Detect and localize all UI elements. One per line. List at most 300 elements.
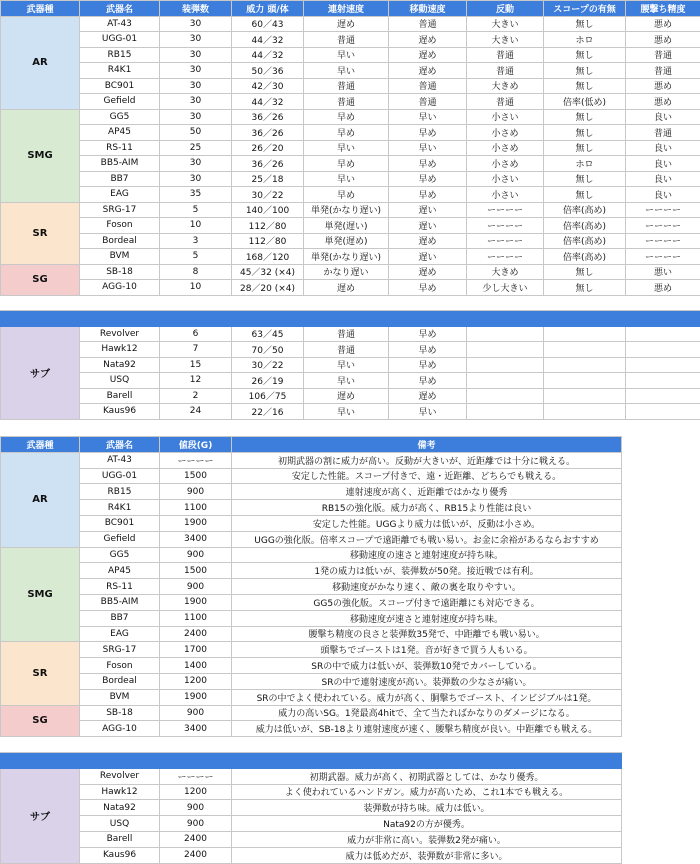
table-row xyxy=(1,721,622,737)
table-cell: AT-43 xyxy=(80,16,160,32)
table-cell: GG5 xyxy=(80,109,160,125)
table-cell: 5 xyxy=(160,202,232,218)
table-cell: 8 xyxy=(160,264,232,280)
table-cell xyxy=(467,373,544,389)
table-row xyxy=(1,673,622,689)
column-header: 備考 xyxy=(232,437,622,453)
table-cell: 30／22 xyxy=(232,357,304,373)
table-cell: 大きめ xyxy=(467,78,544,94)
table-cell: 112／80 xyxy=(232,218,304,234)
table-cell: 良い xyxy=(626,140,700,156)
table-cell: 早い xyxy=(304,47,389,63)
table-cell: BB7 xyxy=(80,171,160,187)
table-cell: 早め xyxy=(389,280,467,296)
table-cell: 普通 xyxy=(304,342,389,358)
table-cell: 12 xyxy=(160,373,232,389)
table-row xyxy=(1,500,622,516)
table-cell: 早め xyxy=(304,125,389,141)
table-row xyxy=(1,32,700,48)
table-cell: 5 xyxy=(160,249,232,265)
table-cell: Kaus96 xyxy=(80,847,160,863)
table-cell: GG5 xyxy=(80,547,160,563)
table-cell: 威力は低めだが、装弾数が非常に多い。 xyxy=(232,847,622,863)
column-header: 武器種 xyxy=(1,1,80,17)
column-header: 武器名 xyxy=(80,437,160,453)
table-cell: ーーーー xyxy=(467,202,544,218)
table-row xyxy=(1,800,622,816)
table-cell xyxy=(544,357,626,373)
table-row xyxy=(1,388,700,404)
table-cell: Barell xyxy=(80,388,160,404)
category-cell: SMG xyxy=(1,547,80,642)
table-cell: 30／22 xyxy=(232,187,304,203)
table-cell: 1発の威力は低いが、装弾数が50発。接近戦では有利。 xyxy=(232,563,622,579)
table-row xyxy=(1,816,622,832)
table-cell: Foson xyxy=(80,658,160,674)
table-cell: 2400 xyxy=(160,847,232,863)
column-header: 値段(G) xyxy=(160,437,232,453)
table-row xyxy=(1,547,622,563)
table-cell: AP45 xyxy=(80,563,160,579)
table-cell: 2400 xyxy=(160,831,232,847)
column-header: 武器名 xyxy=(80,1,160,17)
table-cell: 遅め xyxy=(389,233,467,249)
table-cell: 初期武器の割に威力が高い。反動が大きいが、近距離では十分に戦える。 xyxy=(232,452,622,468)
table-cell: 悪め xyxy=(626,94,700,110)
table-cell: 倍率(高め) xyxy=(544,233,626,249)
table-cell: 小さめ xyxy=(467,156,544,172)
table-cell: BC901 xyxy=(80,515,160,531)
table-cell: かなり遅い xyxy=(304,264,389,280)
table-cell: ーーーー xyxy=(626,218,700,234)
table-cell: Nata92 xyxy=(80,357,160,373)
table-cell: RS-11 xyxy=(80,140,160,156)
table-cell xyxy=(544,342,626,358)
table-row xyxy=(1,484,622,500)
table-cell: 1500 xyxy=(160,468,232,484)
table-cell: Nata92 xyxy=(80,800,160,816)
table-cell: BB5-AIM xyxy=(80,156,160,172)
table-cell: RS-11 xyxy=(80,579,160,595)
table-cell: 無し xyxy=(544,187,626,203)
table-cell: 早め xyxy=(389,373,467,389)
table-cell: 腰撃ち精度の良さと装弾数35発で、中距離でも戦い易い。 xyxy=(232,626,622,642)
table-cell: 普通 xyxy=(389,78,467,94)
category-cell: AR xyxy=(1,16,80,109)
table-cell: 30 xyxy=(160,32,232,48)
table-cell xyxy=(544,326,626,342)
table-cell: BB7 xyxy=(80,610,160,626)
table-cell: 30 xyxy=(160,16,232,32)
table-cell: 63／45 xyxy=(232,326,304,342)
table-cell: 112／80 xyxy=(232,233,304,249)
table-cell: 倍率(高め) xyxy=(544,202,626,218)
table-cell: 小さい xyxy=(467,171,544,187)
table-cell: 6 xyxy=(160,326,232,342)
table-row xyxy=(1,171,700,187)
column-header: 腰撃ち精度 xyxy=(626,1,700,17)
table-cell: 悪い xyxy=(626,264,700,280)
table-cell: 倍率(高め) xyxy=(544,218,626,234)
table-row xyxy=(1,233,700,249)
table-cell: 早め xyxy=(389,342,467,358)
table-cell: 早い xyxy=(389,404,467,420)
table-cell: 遅め xyxy=(389,47,467,63)
table-cell: ーーーー xyxy=(467,233,544,249)
table-cell: 26／20 xyxy=(232,140,304,156)
table-cell: 30 xyxy=(160,63,232,79)
separator-cell xyxy=(1,311,700,327)
table-row xyxy=(1,452,622,468)
table-cell: 早め xyxy=(389,171,467,187)
table-row xyxy=(1,249,700,265)
table-cell: R4K1 xyxy=(80,500,160,516)
table-cell: RB15の強化版。威力が高く、RB15より性能は良い xyxy=(232,500,622,516)
table-cell: USQ xyxy=(80,373,160,389)
column-header: 移動速度 xyxy=(389,1,467,17)
table-row xyxy=(1,125,700,141)
table-cell: SB-18 xyxy=(80,705,160,721)
table-row xyxy=(1,705,622,721)
table-cell: 早い xyxy=(304,357,389,373)
table-cell xyxy=(544,373,626,389)
table-row xyxy=(1,187,700,203)
table-cell: 遅め xyxy=(304,388,389,404)
table-cell: Bordeal xyxy=(80,673,160,689)
table-cell: 遅め xyxy=(389,32,467,48)
column-header: 装弾数 xyxy=(160,1,232,17)
table-cell: 1100 xyxy=(160,610,232,626)
table-cell: 1900 xyxy=(160,594,232,610)
table-cell: 普通 xyxy=(389,16,467,32)
table-row xyxy=(1,468,622,484)
table-cell: Gefield xyxy=(80,531,160,547)
table-cell: 良い xyxy=(626,187,700,203)
table-cell: ーーーー xyxy=(626,249,700,265)
table-cell: 2400 xyxy=(160,626,232,642)
separator-row xyxy=(1,295,700,311)
table-row xyxy=(1,515,622,531)
table-row xyxy=(1,47,700,63)
separator-cell xyxy=(1,752,622,768)
table-cell: 威力の高いSG。1発最高4hitで、全て当たればかなりのダメージになる。 xyxy=(232,705,622,721)
table-cell: UGG-01 xyxy=(80,32,160,48)
table-cell xyxy=(467,388,544,404)
table-cell: 小さめ xyxy=(467,125,544,141)
table-cell: SRの中でよく使われている。威力が高く、胴撃ちでゴースト、インビジブルは1発。 xyxy=(232,689,622,705)
table-cell: Revolver xyxy=(80,768,160,784)
table-cell: 早め xyxy=(389,357,467,373)
table-cell: 25／18 xyxy=(232,171,304,187)
table-row xyxy=(1,63,700,79)
table-cell: ーーーー xyxy=(626,233,700,249)
table-row xyxy=(1,784,622,800)
table-cell: 装弾数が持ち味。威力は低い。 xyxy=(232,800,622,816)
table-cell: Hawk12 xyxy=(80,784,160,800)
table-cell: 移動速度が速さと連射速度が持ち味。 xyxy=(232,610,622,626)
table-cell: ーーーー xyxy=(467,249,544,265)
table-cell: 倍率(低め) xyxy=(544,94,626,110)
table-row xyxy=(1,610,622,626)
table-cell: 36／26 xyxy=(232,156,304,172)
table-cell xyxy=(544,404,626,420)
separator-row xyxy=(1,311,700,327)
table-row xyxy=(1,264,700,280)
table-cell: 早め xyxy=(389,156,467,172)
category-cell: AR xyxy=(1,452,80,547)
table-cell: 早い xyxy=(389,140,467,156)
table-cell: BVM xyxy=(80,689,160,705)
table-cell: 移動速度の速さと連射速度が持ち味。 xyxy=(232,547,622,563)
separator-cell xyxy=(1,737,622,753)
table-cell xyxy=(467,404,544,420)
table-row xyxy=(1,357,700,373)
table-cell: 安定した性能。UGGより威力は低いが、反動は小さめ。 xyxy=(232,515,622,531)
category-cell: SR xyxy=(1,202,80,264)
table-cell: 遅い xyxy=(389,218,467,234)
weapon-stats-table xyxy=(0,0,700,420)
table-row xyxy=(1,768,622,784)
table-cell: 7 xyxy=(160,342,232,358)
table-cell xyxy=(626,342,700,358)
table-cell: ーーーー xyxy=(467,218,544,234)
table-cell: 36／26 xyxy=(232,109,304,125)
table-cell: Bordeal xyxy=(80,233,160,249)
table-row xyxy=(1,579,622,595)
table-cell: 普通 xyxy=(304,326,389,342)
table-cell: 1100 xyxy=(160,500,232,516)
table-cell: 900 xyxy=(160,816,232,832)
table-cell: SRG-17 xyxy=(80,202,160,218)
table-cell: RB15 xyxy=(80,47,160,63)
table-cell: 大きい xyxy=(467,16,544,32)
table-cell: 早い xyxy=(304,63,389,79)
table-cell: 普通 xyxy=(626,125,700,141)
table-cell: BC901 xyxy=(80,78,160,94)
table-cell xyxy=(626,388,700,404)
table-cell: 普通 xyxy=(304,32,389,48)
table-row xyxy=(1,78,700,94)
table-cell: 普通 xyxy=(304,78,389,94)
table-cell: 30 xyxy=(160,171,232,187)
table-row xyxy=(1,202,700,218)
category-cell: サブ xyxy=(1,768,80,863)
table-cell: 早い xyxy=(389,109,467,125)
table-cell: ホロ xyxy=(544,156,626,172)
table-cell: AGG-10 xyxy=(80,721,160,737)
table-cell: 無し xyxy=(544,78,626,94)
table-cell: 早め xyxy=(304,187,389,203)
table-cell: 10 xyxy=(160,280,232,296)
table-cell: RB15 xyxy=(80,484,160,500)
table-cell: 30 xyxy=(160,109,232,125)
stats-header-row xyxy=(1,1,700,17)
table-cell: 初期武器。威力が高く、初期武器としては、かなり優秀。 xyxy=(232,768,622,784)
table-cell: 普通 xyxy=(389,94,467,110)
category-cell: サブ xyxy=(1,326,80,419)
table-cell: 早め xyxy=(389,125,467,141)
table-cell: ホロ xyxy=(544,32,626,48)
table-cell: BVM xyxy=(80,249,160,265)
table-cell: Hawk12 xyxy=(80,342,160,358)
table-cell: 早め xyxy=(389,326,467,342)
table-cell: 無し xyxy=(544,140,626,156)
table-cell xyxy=(626,373,700,389)
table-cell: GG5の強化版。スコープ付きで遠距離にも対応できる。 xyxy=(232,594,622,610)
table-cell: Nata92の方が優秀。 xyxy=(232,816,622,832)
table-cell: 28／20 (×4) xyxy=(232,280,304,296)
table-cell: AP45 xyxy=(80,125,160,141)
table-cell: R4K1 xyxy=(80,63,160,79)
table-cell: 900 xyxy=(160,579,232,595)
table-cell: 26／19 xyxy=(232,373,304,389)
table-cell: 35 xyxy=(160,187,232,203)
table-cell: 遅め xyxy=(304,280,389,296)
category-cell: SG xyxy=(1,705,80,737)
table-cell: 44／32 xyxy=(232,32,304,48)
table-cell: BB5-AIM xyxy=(80,594,160,610)
table-cell: Revolver xyxy=(80,326,160,342)
table-cell: 小さい xyxy=(467,109,544,125)
table-cell: 移動速度がかなり速く、敵の裏を取りやすい。 xyxy=(232,579,622,595)
table-row xyxy=(1,16,700,32)
table-cell: AGG-10 xyxy=(80,280,160,296)
table-row xyxy=(1,280,700,296)
category-cell: SMG xyxy=(1,109,80,202)
table-cell: 単発(遅い) xyxy=(304,218,389,234)
table-cell: 50／36 xyxy=(232,63,304,79)
table-cell: 無し xyxy=(544,264,626,280)
table-cell: 良い xyxy=(626,171,700,187)
separator-row xyxy=(1,737,622,753)
column-header: 武器種 xyxy=(1,437,80,453)
table-cell: 無し xyxy=(544,47,626,63)
table-cell: 1200 xyxy=(160,784,232,800)
table-cell: 無し xyxy=(544,109,626,125)
table-cell: UGG-01 xyxy=(80,468,160,484)
table-row xyxy=(1,218,700,234)
table-cell: 小さい xyxy=(467,187,544,203)
table-cell: 60／43 xyxy=(232,16,304,32)
table-cell: 24 xyxy=(160,404,232,420)
table-cell: 早め xyxy=(389,187,467,203)
table-cell: 3400 xyxy=(160,531,232,547)
table-cell: 30 xyxy=(160,156,232,172)
table-cell: 単発(かなり遅い) xyxy=(304,202,389,218)
column-header: スコープの有無 xyxy=(544,1,626,17)
table-cell: 70／50 xyxy=(232,342,304,358)
table-cell xyxy=(544,388,626,404)
table-row xyxy=(1,404,700,420)
table-cell: 遅め xyxy=(389,388,467,404)
table-cell: 単発(遅め) xyxy=(304,233,389,249)
table-cell: 30 xyxy=(160,78,232,94)
table-cell: 倍率(高め) xyxy=(544,249,626,265)
table-cell: 大きめ xyxy=(467,264,544,280)
table-cell: 1700 xyxy=(160,642,232,658)
table-cell: 遅い xyxy=(389,202,467,218)
table-row xyxy=(1,689,622,705)
table-row xyxy=(1,563,622,579)
table-row xyxy=(1,140,700,156)
table-cell: SRG-17 xyxy=(80,642,160,658)
table-cell: 無し xyxy=(544,16,626,32)
table-cell: 早い xyxy=(304,404,389,420)
table-cell: 3400 xyxy=(160,721,232,737)
table-cell: 44／32 xyxy=(232,94,304,110)
table-row xyxy=(1,594,622,610)
table-cell: 威力は低いが、SB-18より連射速度が速く、腰撃ち精度が良い。中距離でも戦える。 xyxy=(232,721,622,737)
table-cell: 普通 xyxy=(626,47,700,63)
table-cell: AT-43 xyxy=(80,452,160,468)
table-cell xyxy=(626,326,700,342)
table-cell: 遅め xyxy=(389,63,467,79)
table-cell: 30 xyxy=(160,94,232,110)
table-cell: ーーーー xyxy=(160,768,232,784)
table-cell: 3 xyxy=(160,233,232,249)
table-cell: 早い xyxy=(304,171,389,187)
table-cell: 140／100 xyxy=(232,202,304,218)
table-cell: SRの中で威力は低いが、装弾数10発でカバーしている。 xyxy=(232,658,622,674)
table-cell: 無し xyxy=(544,171,626,187)
table-cell: 普通 xyxy=(304,94,389,110)
table-cell: 900 xyxy=(160,705,232,721)
table-cell: 無し xyxy=(544,280,626,296)
price-header-row xyxy=(1,437,622,453)
table-row xyxy=(1,94,700,110)
table-cell: よく使われているハンドガン。威力が高いため、これ1本でも戦える。 xyxy=(232,784,622,800)
table-cell: 900 xyxy=(160,484,232,500)
table-cell: SRの中で連射速度が高い。装弾数の少なさが痛い。 xyxy=(232,673,622,689)
table-cell xyxy=(467,342,544,358)
table-cell: EAG xyxy=(80,626,160,642)
table-cell: 10 xyxy=(160,218,232,234)
table-cell: 30 xyxy=(160,47,232,63)
table-cell: 頭撃ちでゴーストは1発。音が好きで買う人もいる。 xyxy=(232,642,622,658)
table-cell: SB-18 xyxy=(80,264,160,280)
table-cell: 早い xyxy=(304,140,389,156)
table-row xyxy=(1,847,622,863)
table-cell: 168／120 xyxy=(232,249,304,265)
table-cell: ーーーー xyxy=(626,202,700,218)
table-cell: 25 xyxy=(160,140,232,156)
table-cell: 1200 xyxy=(160,673,232,689)
table-cell: 良い xyxy=(626,156,700,172)
table-cell: 悪め xyxy=(626,16,700,32)
table-cell: Kaus96 xyxy=(80,404,160,420)
table-row xyxy=(1,342,700,358)
separator-row xyxy=(1,752,622,768)
table-cell xyxy=(626,404,700,420)
table-row xyxy=(1,658,622,674)
table-cell: 単発(かなり遅い) xyxy=(304,249,389,265)
table-cell: 106／75 xyxy=(232,388,304,404)
table-cell: 無し xyxy=(544,63,626,79)
table-cell: 2 xyxy=(160,388,232,404)
category-cell: SG xyxy=(1,264,80,295)
table-cell: 威力が非常に高い。装弾数2発が痛い。 xyxy=(232,831,622,847)
table-cell: 大きい xyxy=(467,32,544,48)
table-cell: UGGの強化版。倍率スコープで遠距離でも戦い易い。お金に余裕があるならおすすめ xyxy=(232,531,622,547)
table-cell: 連射速度が高く、近距離ではかなり優秀 xyxy=(232,484,622,500)
separator-cell xyxy=(1,295,700,311)
table-row xyxy=(1,109,700,125)
table-cell: 1900 xyxy=(160,689,232,705)
table-cell: 遅め xyxy=(389,264,467,280)
table-cell: 1500 xyxy=(160,563,232,579)
table-cell: ーーーー xyxy=(160,452,232,468)
table-cell: Barell xyxy=(80,831,160,847)
